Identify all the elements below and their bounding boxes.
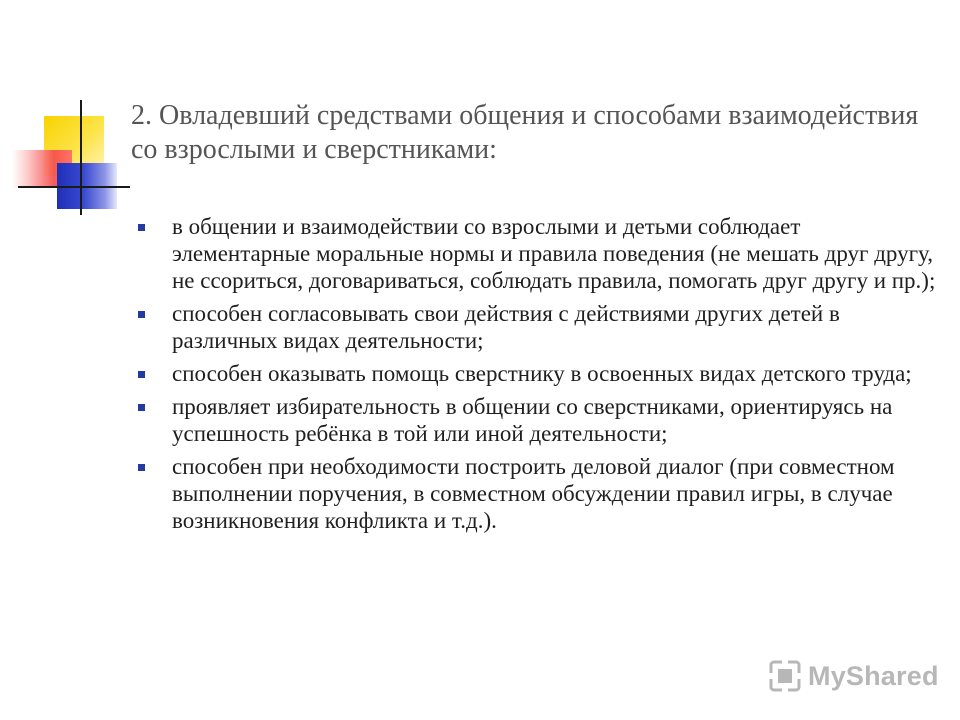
bullet-square-icon <box>138 224 145 231</box>
bullet-text: способен согласовывать свои действия с действиями других детей в различных видах деятельности; <box>172 301 840 353</box>
decor-horizontal-line <box>18 186 130 188</box>
myshared-logo-icon <box>768 659 802 693</box>
bullet-text: в общении и взаимодействии со взрослыми и детьми соблюдает элементарные моральные нормы и правила поведения (не мешать друг другу, не ссориться, договариваться, соблюдать правила, помогать друг другу и пр.); <box>172 214 936 293</box>
bullet-item <box>131 300 941 354</box>
bullet-square-icon <box>138 404 145 411</box>
bullet-square-icon <box>138 311 145 318</box>
slide-title: 2. Овладевший средствами общения и способами взаимодействия со взрослыми и сверстниками: <box>131 100 919 165</box>
bullet-item <box>131 213 941 294</box>
bullet-item <box>131 393 941 447</box>
decor-vertical-line <box>80 100 82 215</box>
watermark-text: MyShared <box>808 660 939 691</box>
bullet-square-icon <box>138 371 145 378</box>
bullet-text: способен оказывать помощь сверстнику в освоенных видах детского труда; <box>172 361 912 386</box>
watermark <box>768 656 939 696</box>
bullet-item <box>131 360 941 387</box>
bullet-text: способен при необходимости построить деловой диалог (при совместном выполнении поручения, в совместном обсуждении правил игры, в случае возникновения конфликта и т.д.). <box>172 454 895 533</box>
bullet-item <box>131 453 941 534</box>
bullet-text: проявляет избирательность в общении со сверстниками, ориентируясь на успешность ребёнка в той или иной деятельности; <box>172 394 893 446</box>
bullet-list <box>131 213 941 540</box>
bullet-square-icon <box>138 464 145 471</box>
